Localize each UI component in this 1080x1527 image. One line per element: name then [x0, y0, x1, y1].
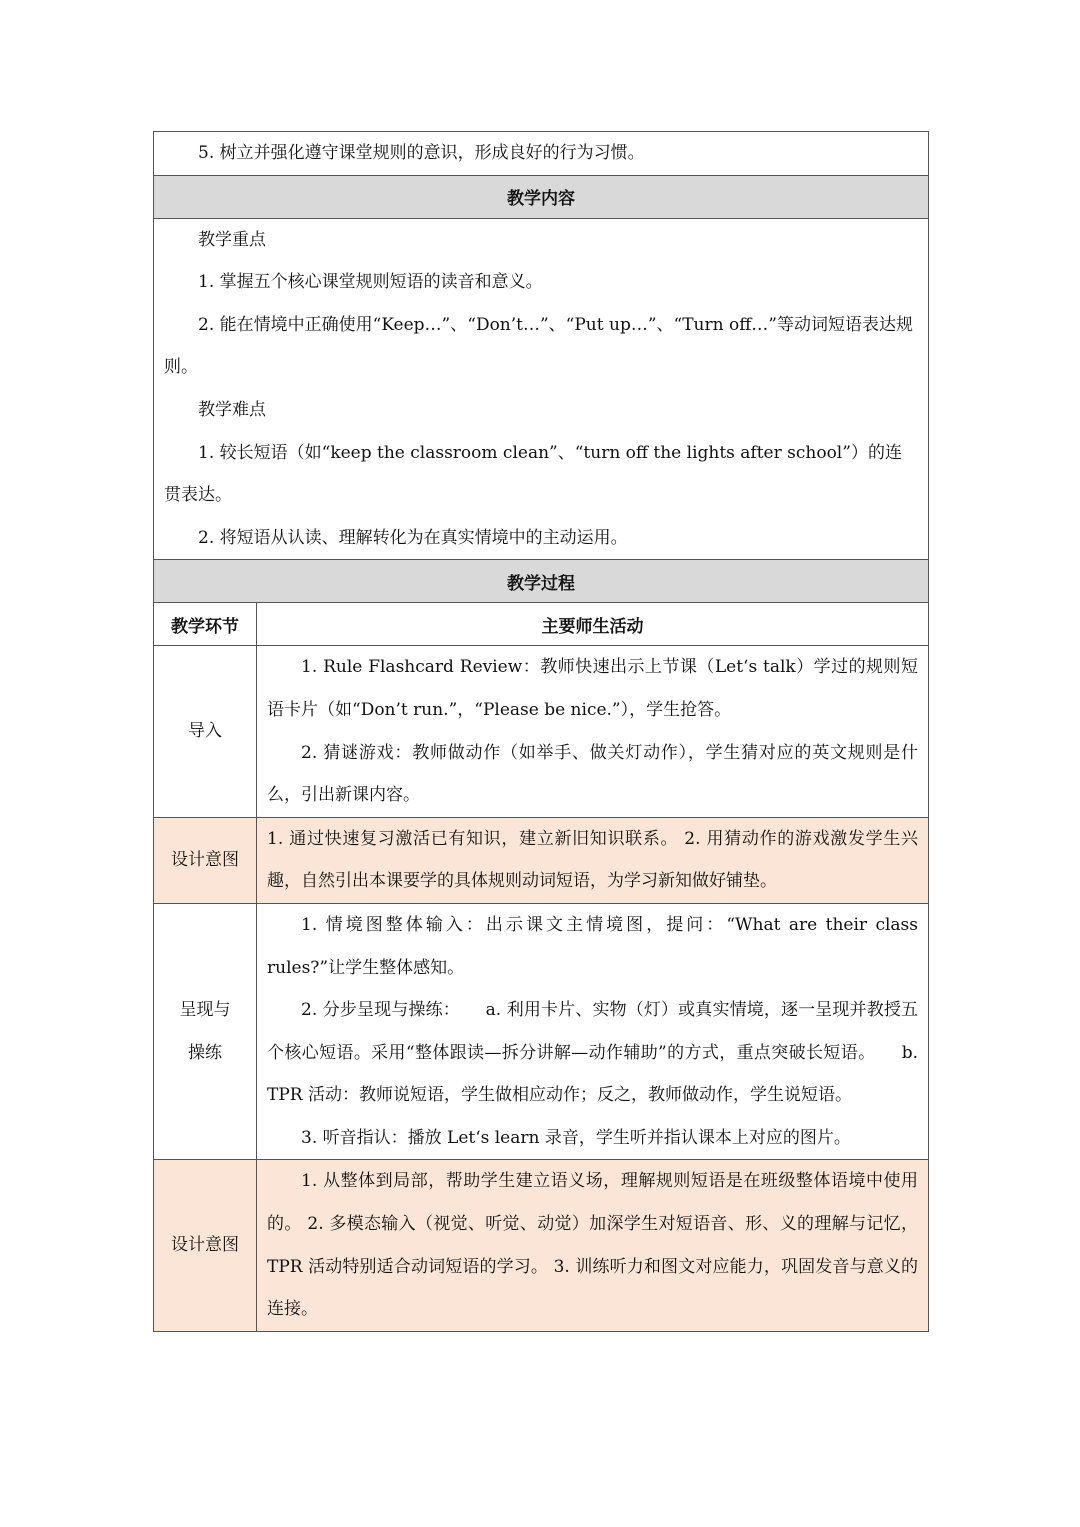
- key-points-title: 教学重点: [198, 229, 266, 250]
- activity-line: 2. 分步呈现与操练： a. 利用卡片、实物（灯）或真实情境，逐一呈现并教授五个核心短语。采用“整体跟读—拆分讲解—动作辅助”的方式，重点突破长短语。 b. TPR 活动：教师说短语，学生做相应动作；反之，教师做动作，学生说短语。: [267, 1000, 918, 1106]
- stage-label-line: 操练: [188, 1042, 222, 1063]
- stage-label-line: 呈现与: [179, 1000, 231, 1021]
- stage-label: 导入: [154, 646, 257, 817]
- activity-cell: [257, 646, 929, 817]
- objective-cell: [154, 132, 929, 176]
- activity-cell: [257, 903, 929, 1160]
- process-header-row: [154, 560, 929, 603]
- activity-line: 3. 听音指认：播放 Let‘s learn 录音，学生听并指认课本上对应的图片。: [301, 1127, 851, 1148]
- key-point-1: 1. 掌握五个核心课堂规则短语的读音和意义。: [198, 272, 543, 293]
- process-row-presentation: [154, 903, 929, 1160]
- content-header-row: [154, 175, 929, 218]
- difficulties-title: 教学难点: [198, 399, 266, 420]
- process-header: 教学过程: [154, 560, 929, 603]
- key-point-2: 2. 能在情境中正确使用“Keep…”、“Don’t…”、“Put up…”、“Turn off…”等动词短语表达规则。: [164, 314, 913, 378]
- process-column-headers: [154, 603, 929, 646]
- activity-cell: [257, 817, 929, 903]
- activity-line: 1. Rule Flashcard Review：教师快速出示上节课（Let‘s talk）学过的规则短语卡片（如“Don’t run.”，“Please be nice.”），学生抢答。: [267, 657, 918, 720]
- content-header: 教学内容: [154, 175, 929, 218]
- lesson-plan-table: [153, 131, 929, 1332]
- objective-row: [154, 132, 929, 176]
- activity-line: 1. 通过快速复习激活已有知识，建立新旧知识联系。 2. 用猜动作的游戏激发学生兴趣，自然引出本课要学的具体规则动词短语，为学习新知做好铺垫。: [267, 828, 918, 892]
- process-row-intent-1: [154, 817, 929, 903]
- objective-item-5: 5. 树立并强化遵守课堂规则的意识，形成良好的行为习惯。: [198, 143, 645, 163]
- column-header-stage: 教学环节: [154, 603, 257, 646]
- activity-line: 2. 猜谜游戏：教师做动作（如举手、做关灯动作），学生猜对应的英文规则是什么，引出新课内容。: [267, 742, 918, 806]
- activity-line: 1. 从整体到局部，帮助学生建立语义场，理解规则短语是在班级整体语境中使用的。 2. 多模态输入（视觉、听觉、动觉）加深学生对短语音、形、义的理解与记忆，TPR 活动特别适合动词短语的学习。 3. 训练听力和图文对应能力，巩固发音与意义的连接。: [267, 1171, 918, 1320]
- stage-label: [154, 903, 257, 1160]
- difficulty-2: 2. 将短语从认读、理解转化为在真实情境中的主动运用。: [198, 527, 628, 548]
- activity-line: 1. 情境图整体输入：出示课文主情境图，提问：“What are their class rules?”让学生整体感知。: [267, 914, 918, 978]
- process-row-intro: [154, 646, 929, 817]
- difficulty-1: 1. 较长短语（如“keep the classroom clean”、“turn off the lights after school”）的连贯表达。: [164, 442, 902, 506]
- stage-label: 设计意图: [154, 1160, 257, 1331]
- content-body-row: [154, 218, 929, 560]
- process-row-intent-2: [154, 1160, 929, 1331]
- content-body: [154, 218, 929, 560]
- column-header-activity: 主要师生活动: [257, 603, 929, 646]
- activity-cell: [257, 1160, 929, 1331]
- stage-label: 设计意图: [154, 817, 257, 903]
